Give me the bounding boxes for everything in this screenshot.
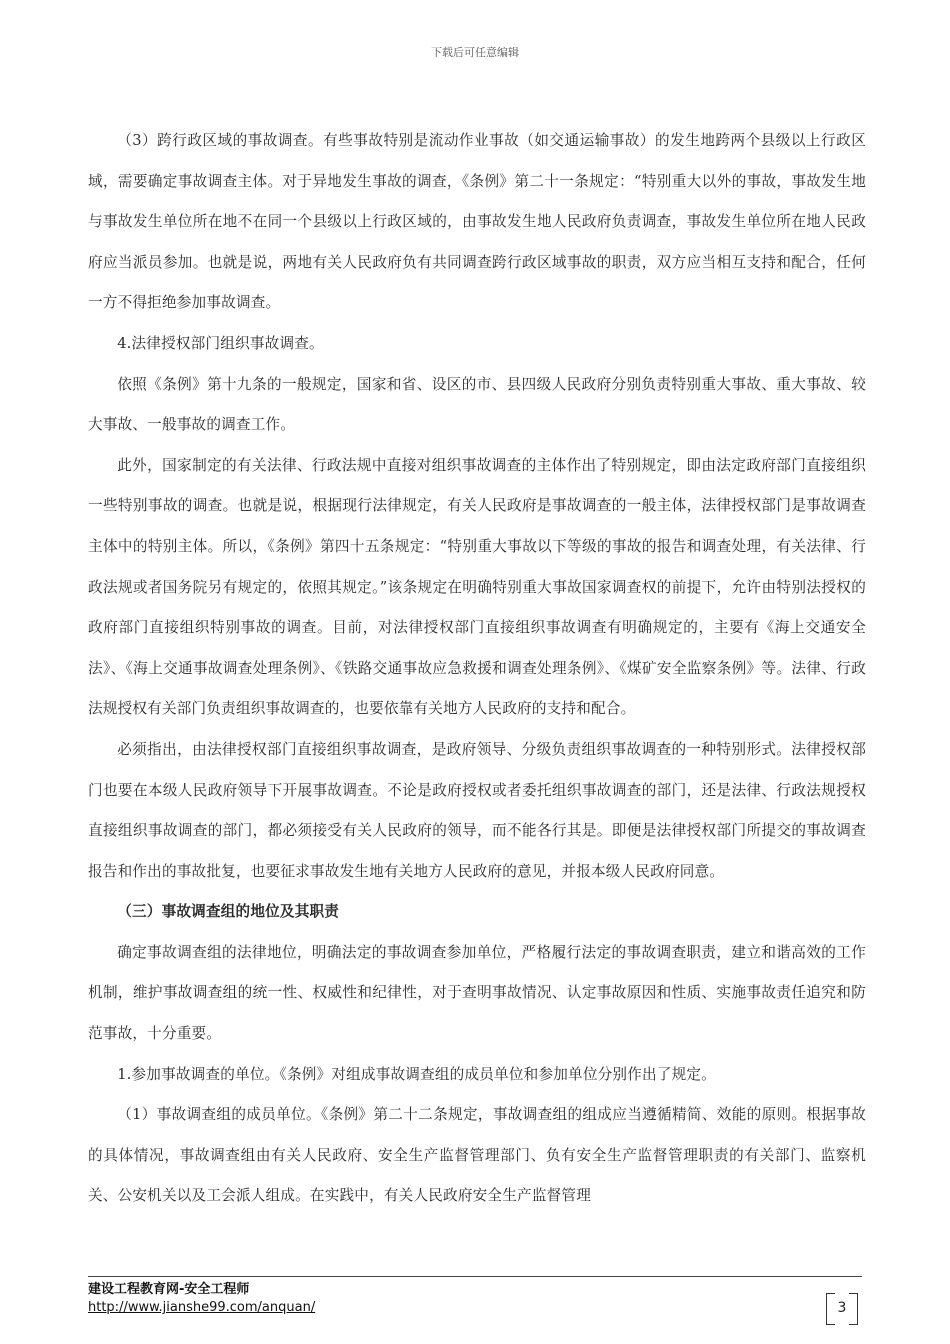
- paragraph: 此外，国家制定的有关法律、行政法规中直接对组织事故调查的主体作出了特别规定，即由法定政府部门直接组织一些特别事故的调查。也就是说，根据现行法律规定，有关人民政府是事故调查的一般主体，法律授权部门是事故调查主体中的特别主体。所以，《条例》第四十五条规定：“特别重大事故以下等级的事故的报告和调查处理，有关法律、行政法规或者国务院另有规定的，依照其规定。”该条规定在明确特别重大事故国家调查权的前提下，允许由特别法授权的政府部门直接组织特别事故的调查。目前，对法律授权部门直接组织事故调查有明确规定的，主要有《海上交通安全法》、《海上交通事故调查处理条例》、《铁路交通事故应急救援和调查处理条例》、《煤矿安全监察条例》等。法律、行政法规授权有关部门负责组织事故调查的，也要依靠有关地方人民政府的支持和配合。: [88, 456, 866, 718]
- page-number-value: 3: [837, 1300, 847, 1316]
- footer-link[interactable]: http://www.jianshe99.com/anquan/: [88, 1300, 316, 1315]
- section-heading: （三）事故调查组的地位及其职责: [117, 903, 340, 921]
- paragraph: 确定事故调查组的法律地位，明确法定的事故调查参加单位，严格履行法定的事故调查职责，建立和谐高效的工作机制，维护事故调查组的统一性、权威性和纪律性，对于查明事故情况、认定事故原因和性质、实施事故责任追究和防范事故，十分重要。: [88, 943, 866, 1043]
- document-body: [88, 121, 866, 1217]
- page-number: [826, 1293, 858, 1323]
- bracket-right: [849, 1293, 858, 1325]
- paragraph: （3）跨行政区域的事故调查。有些事故特别是流动作业事故（如交通运输事故）的发生地跨两个县级以上行政区域，需要确定事故调查主体。对于异地发生事故的调查，《条例》第二十一条规定：“特别重大以外的事故，事故发生地与事故发生单位所在地不在同一个县级以上行政区域的，由事故发生地人民政府负责调查，事故发生单位所在地人民政府应当派员参加。也就是说，两地有关人民政府负有共同调查跨行政区域事故的职责，双方应当相互支持和配合，任何一方不得拒绝参加事故调查。: [88, 132, 866, 312]
- footer-org: 建设工程教育网-安全工程师: [88, 1282, 250, 1297]
- paragraph: 1.参加事故调查的单位。《条例》对组成事故调查组的成员单位和参加单位分别作出了规定。: [117, 1065, 716, 1083]
- footer-divider: [88, 1276, 862, 1277]
- paragraph: （1）事故调查组的成员单位。《条例》第二十二条规定，事故调查组的组成应当遵循精简、效能的原则。根据事故的具体情况，事故调查组由有关人民政府、安全生产监督管理部门、负有安全生产监督管理职责的有关部门、监察机关、公安机关以及工会派人组成。在实践中，有关人民政府安全生产监督管理: [88, 1106, 866, 1205]
- page-header: 下载后可任意编辑: [431, 46, 519, 59]
- paragraph: 4.法律授权部门组织事故调查。: [117, 334, 324, 352]
- paragraph: 依照《条例》第十九条的一般规定，国家和省、设区的市、县四级人民政府分别负责特别重大事故、重大事故、较大事故、一般事故的调查工作。: [88, 375, 866, 434]
- paragraph: 必须指出，由法律授权部门直接组织事故调查，是政府领导、分级负责组织事故调查的一种特别形式。法律授权部门也要在本级人民政府领导下开展事故调查。不论是政府授权或者委托组织事故调查的部门，还是法律、行政法规授权直接组织事故调查的部门，都必须接受有关人民政府的领导，而不能各行其是。即便是法律授权部门所提交的事故调查报告和作出的事故批复，也要征求事故发生地有关地方人民政府的意见，并报本级人民政府同意。: [88, 740, 866, 880]
- footer-source: [88, 1281, 315, 1317]
- bracket-left: [826, 1293, 835, 1325]
